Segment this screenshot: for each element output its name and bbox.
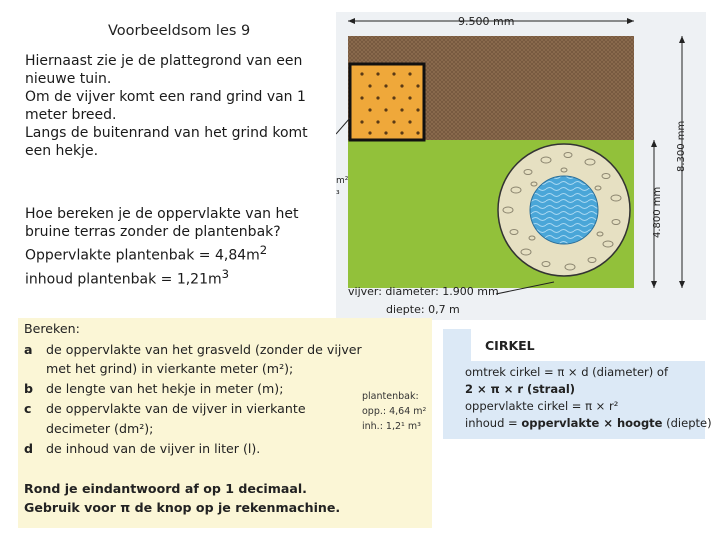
item-line: de oppervlakte van het grasveld (zonder de vijver [46, 342, 362, 357]
circle-heading: CIRKEL [485, 338, 535, 353]
intro-line: nieuwe tuin. [25, 71, 112, 87]
rounding-note: Rond je eindantwoord af op 1 decimaal. [24, 481, 307, 496]
pond-diameter-label: vijver: diameter: 1.900 mm [348, 285, 499, 298]
pi-note: Gebruik voor π de knop op je rekenmachine. [24, 500, 341, 515]
circle-box-header [471, 329, 705, 361]
lawn-height-dimension-label: 4.800 mm [652, 186, 663, 238]
item-letter: a [24, 342, 33, 357]
item-letter: d [24, 441, 34, 456]
planter-box-label: plantenbak: [362, 391, 419, 402]
planter-box-volume: inh.: 1,2¹ m³ [362, 421, 421, 432]
circle-box-body [443, 361, 712, 439]
item-line: de lengte van het hekje in meter (m); [46, 381, 284, 396]
circumference-formula-radius: 2 × π × r (straal) [465, 382, 576, 396]
garden-plan-drawing [336, 12, 706, 320]
question-line: bruine terras zonder de plantenbak? [25, 224, 281, 240]
circumference-formula: omtrek cirkel = π × d (diameter) of [465, 365, 668, 379]
item-line: met het grind) in vierkante meter (m²); [46, 361, 294, 376]
item-line: decimeter (dm²); [46, 421, 154, 436]
circle-formula-box [443, 329, 712, 439]
intro-line: meter breed. [25, 107, 117, 123]
intro-text [25, 52, 325, 160]
question-line: Hoe bereken je de oppervlakte van het [25, 206, 299, 222]
item-line: de oppervlakte van de vijver in vierkante [46, 401, 306, 416]
width-dimension-label: 9.500 mm [458, 15, 515, 28]
area-formula: oppervlakte cirkel = π × r² [465, 399, 619, 413]
intro-line: een hekje. [25, 143, 99, 159]
garden-plan [336, 12, 706, 320]
circle-box-tab [443, 329, 471, 361]
intro-line: Langs de buitenrand van het grind komt [25, 125, 308, 141]
total-height-dimension-label: 8.300 mm [676, 120, 687, 172]
intro-line: Om de vijver komt een rand grind van 1 [25, 89, 306, 105]
volume-line: inhoud plantenbak = $1,21m^3$ [25, 266, 230, 288]
area-line: Oppervlakte plantenbak = $4,84m^2$ [25, 243, 268, 264]
item-letter: b [24, 381, 34, 396]
intro-line: Hiernaast zie je de plattegrond van een [25, 53, 303, 69]
pond [530, 176, 598, 244]
volume-formula: inhoud = oppervlakte × hoogte (diepte) [465, 416, 712, 430]
question-text [25, 205, 325, 288]
cut-label: m² [336, 176, 349, 186]
planter-box [350, 64, 424, 140]
item-letter: c [24, 401, 32, 416]
slide-title: Voorbeeldsom les 9 [108, 23, 251, 39]
assignment-heading: Bereken: [24, 321, 80, 336]
planter-box-area: opp.: 4,64 m² [362, 406, 427, 417]
pond-depth-label: diepte: 0,7 m [386, 303, 460, 316]
cut-label: ³ [336, 190, 340, 200]
item-line: de inhoud van de vijver in liter (l). [46, 441, 261, 456]
planter-box-info [362, 389, 426, 434]
